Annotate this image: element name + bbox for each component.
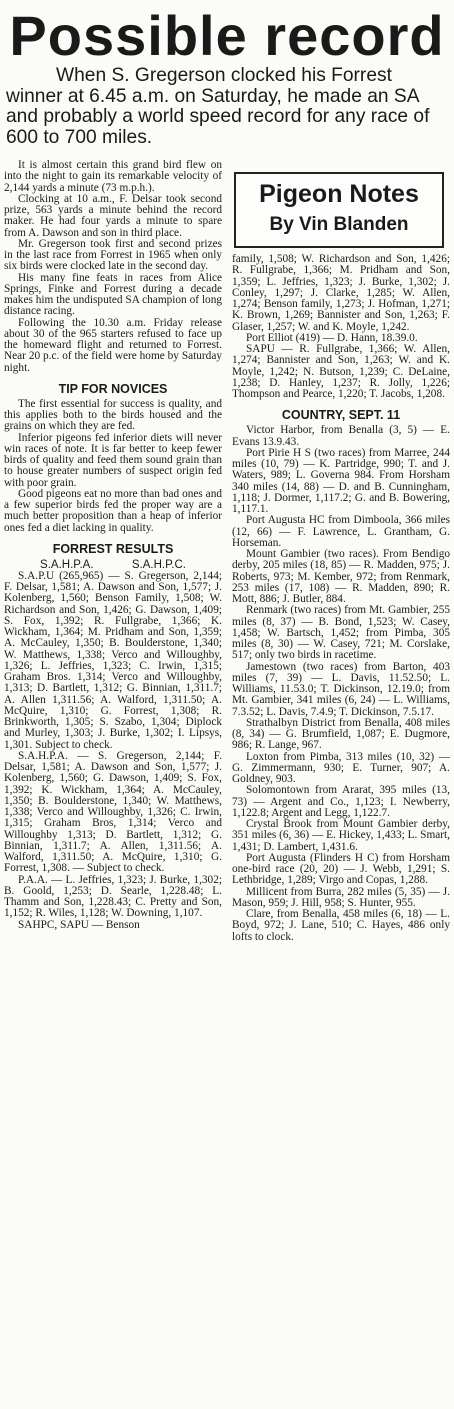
continued-paragraph: family, 1,508; W. Richardson and Son, 1,426; R. Fullgrabe, 1,366; M. Pridham and Son, 1,359; L. Jeffries, 1,323; J. Burke, 1,302; J. Conley, 1,297; J. Clarke, 1,285; W. Allen, 1,274; Benson family, 1,273; J. Hofman, 1,271; K. Brown, 1,269; Bannister and Son, 1,263; F. Glaser, 1,257; W. and K. Moyle, 1,242. <box>232 253 450 333</box>
right-column <box>232 254 450 943</box>
country-result: Crystal Brook from Mount Gambier derby, 351 miles (6, 36) — E. Hickey, 1,433; L. Smart, 1,431; D. Lambert, 1,431.6. <box>232 818 450 853</box>
tip-paragraph: The first essential for success is quality, and this applies both to the birds housed and the grains on which they are fed. <box>4 397 222 433</box>
country-result: Clare, from Benalla, 458 miles (6, 18) — L. Boyd, 972; J. Lane, 510; C. Hayes, 486 only lofts to clock. <box>232 908 450 943</box>
country-result: Jamestown (two races) from Barton, 403 miles (7, 39) — L. Davis, 11.52.50; L. Williams, 11.53.0; T. Dickinson, 12.19.0; from Mt. Gambier, 341 miles (6, 24) — L. Williams, 7.3.52; L. Davis, 7.4.9; T. Dickinson, 7.5.17. <box>232 660 450 718</box>
results-paragraph: P.A.A. — L. Jeffries, 1,323; J. Burke, 1,302; B. Goold, 1,253; D. Searle, 1,228.48; L. Thamm and Son, 1,228.43; C. Pretty and Son, 1,152; R. Wiles, 1,128; W. Downing, 1,107. <box>4 873 222 920</box>
country-result: Renmark (two races) from Mt. Gambier, 255 miles (8, 37) — B. Bond, 1,523; W. Casey, 1,458; W. Bartsch, 1,452; from Pimba, 305 miles (8, 30) — W. Casey, 721; M. Corslake, 517; only two birds in racetime. <box>232 604 450 662</box>
country-result: Port Pirie H S (two races) from Marree, 244 miles (10, 79) — K. Partridge, 990; T. and J. Waters, 989; L. Governa 984. From Horsham 340 miles (14, 88) — D. and B. Cunningham, 1,118; J. Dormer, 1,117.2; G. and B. Bowering, 1,117.1. <box>232 446 450 515</box>
column-title-box <box>234 172 444 248</box>
country-result: Loxton from Pimba, 313 miles (10, 32) — G. Zimmermann, 930; E. Turner, 907; A. Goldney, 903. <box>232 750 450 785</box>
intro-paragraph: Following the 10.30 a.m. Friday release about 30 of the 965 starters refused to face up the homeward flight and returned to Forrest. Near 20 p.c. of the field were home by Saturday night. <box>4 316 222 374</box>
tip-paragraph: Good pigeons eat no more than bad ones and a few superior birds fed the proper way are a much better proposition than a heap of inferior ones fed a diet lacking in quality. <box>4 487 222 534</box>
results-heading: FORREST RESULTS <box>52 541 174 556</box>
results-paragraph: S.A.P.U (265,965) — S. Gregerson, 2,144; F. Delsar, 1,581; A. Dawson and Son, 1,577; J. Kolenberg, 1,560; Benson Family, 1,508; W. Richardson and Son, 1,426; G. Dawson, 1,409; S. Fox, 1,392; R. Fullgrabe, 1,366; K. Wickham, 1,364; M. Pridham and Son, 1,359; A. McCauley, 1,350; B. Boulderstone, 1,340; W. Matthews, 1,338; Verco and Willoughby, 1,326; L. Jeffries, 1,323; C. Irwin, 1,315; Graham Bros. 1,314; Verco and Willoughby, 1,313; D. Bartlett, 1,312; G. Binnian, 1,311.7; A. Allen 1,311.56; A. Walford, 1,311.50; A. McQuire, 1,310; G. Forrest, 1,308; R. Brinkworth, 1,305; S. Szabo, 1,304; Diplock and Murley, 1,303; J. Burke, 1,302; I. Lipsys, 1,301. Subject to check. <box>4 569 222 751</box>
tip-heading: TIP FOR NOVICES <box>58 381 168 396</box>
column-byline: By Vin Blanden <box>269 214 409 235</box>
port-elliot-result: Port Elliot (419) — D. Hann, 18.39.0. <box>246 331 418 344</box>
country-result: Port Augusta HC from Dimboola, 366 miles (12, 66) — F. Lawrence, L. Grantham, G. Horseman. <box>232 514 450 549</box>
results-paragraph: SAHPC, SAPU — Benson <box>18 918 140 931</box>
country-heading: COUNTRY, SEPT. 11 <box>281 408 401 423</box>
tip-paragraph: Inferior pigeons fed inferior diets will never win races of note. It is far better to keep fewer birds of quality and feed them sound grain than to house greater numbers of suspect origin fed with poor grain. <box>4 431 222 489</box>
country-result: Solomontown from Ararat, 395 miles (13, 73) — Argent and Co., 1,123; I. Newberry, 1,122.8; Argent and Legg, 1,122.7. <box>232 784 450 819</box>
intro-paragraph: Clocking at 10 a.m., F. Delsar took second prize, 563 yards a minute behind the record maker. He had four yards a minute to spare from A. Dawson and son in third place. <box>4 192 222 239</box>
headline: Possible record <box>9 4 445 67</box>
country-result: Millicent from Burra, 282 miles (5, 35) — J. Mason, 959; J. Hill, 958; S. Hunter, 955. <box>232 885 450 909</box>
sapu-result: SAPU — R. Fullgrabe, 1,366; W. Allen, 1,274; Bannister and Son, 1,263; W. and K. Moyle, 1,242; N. Butson, 1,239; C. DeLaine, 1,238; D. Hanley, 1,237; R. Jolly, 1,226; Thompson and Pearce, 1,220; T. Jacobs, 1,208. <box>232 343 450 400</box>
country-result: Strathalbyn District from Benalla, 408 miles (8, 34) — G. Brumfield, 1,087; E. Dugmore, 986; R. Lange, 967. <box>232 716 450 752</box>
standfirst: When S. Gregerson clocked his Forrest winner at 6.45 a.m. on Saturday, he made an SA and probably a world speed record for any race of 600 to 700 miles. <box>6 65 430 148</box>
results-subheading: S.A.H.P.A. S.A.H.P.C. <box>40 558 186 571</box>
country-result: Port Augusta (Flinders H C) from Horsham one-bird race (20, 20) — J. Webb, 1,291; S. Lethbridge, 1,289; Virgo and Copas, 1,288. <box>232 851 450 887</box>
intro-paragraph: His many fine feats in races from Alice Springs, Finke and Forrest during a decade makes him the undisputed SA champion of long distance racing. <box>4 271 222 318</box>
intro-paragraph: It is almost certain this grand bird flew on into the night to gain its remarkable velocity of 2,144 yards a minute (73 m.p.h.). <box>4 159 222 194</box>
intro-paragraph: Mr. Gregerson took first and second prizes in the last race from Forrest in 1965 when only six birds were clocked late in the second day. <box>4 237 222 273</box>
country-result: Victor Harbor, from Benalla (3, 5) — E. Evans 13.9.43. <box>232 424 450 448</box>
left-column <box>4 160 222 931</box>
country-result: Mount Gambier (two races). From Bendigo derby, 205 miles (18, 85) — R. Madden, 975; J. Roberts, 973; M. Kember, 972; from Renmark, 253 miles (17, 108) — R. Madden, 890; R. Mott, 886; J. Butler, 884. <box>232 548 450 605</box>
results-paragraph: S.A.H.P.A. — S. Gregerson, 2,144; F. Delsar, 1,581; A. Dawson and Son, 1,577; J. Kolenberg, 1,560; G. Dawson, 1,409; S. Fox, 1,392; K. Wickham, 1,364; A. McCauley, 1,350; B. Boulderstone, 1,340; W. Matthews, 1,338; Verco and Willoughby, 1,326; C. Irwin, 1,315; Graham Bros, 1,314; Verco and Willoughby 1,313; D. Bartlett, 1,312; G. Binnian, 1,311.7; A. Allen, 1,311.56; A. Walford, 1,311.50; A. McQuire, 1,310; G. Forrest, 1,308. — Subject to check. <box>4 749 222 875</box>
column-title: Pigeon Notes <box>259 180 419 208</box>
